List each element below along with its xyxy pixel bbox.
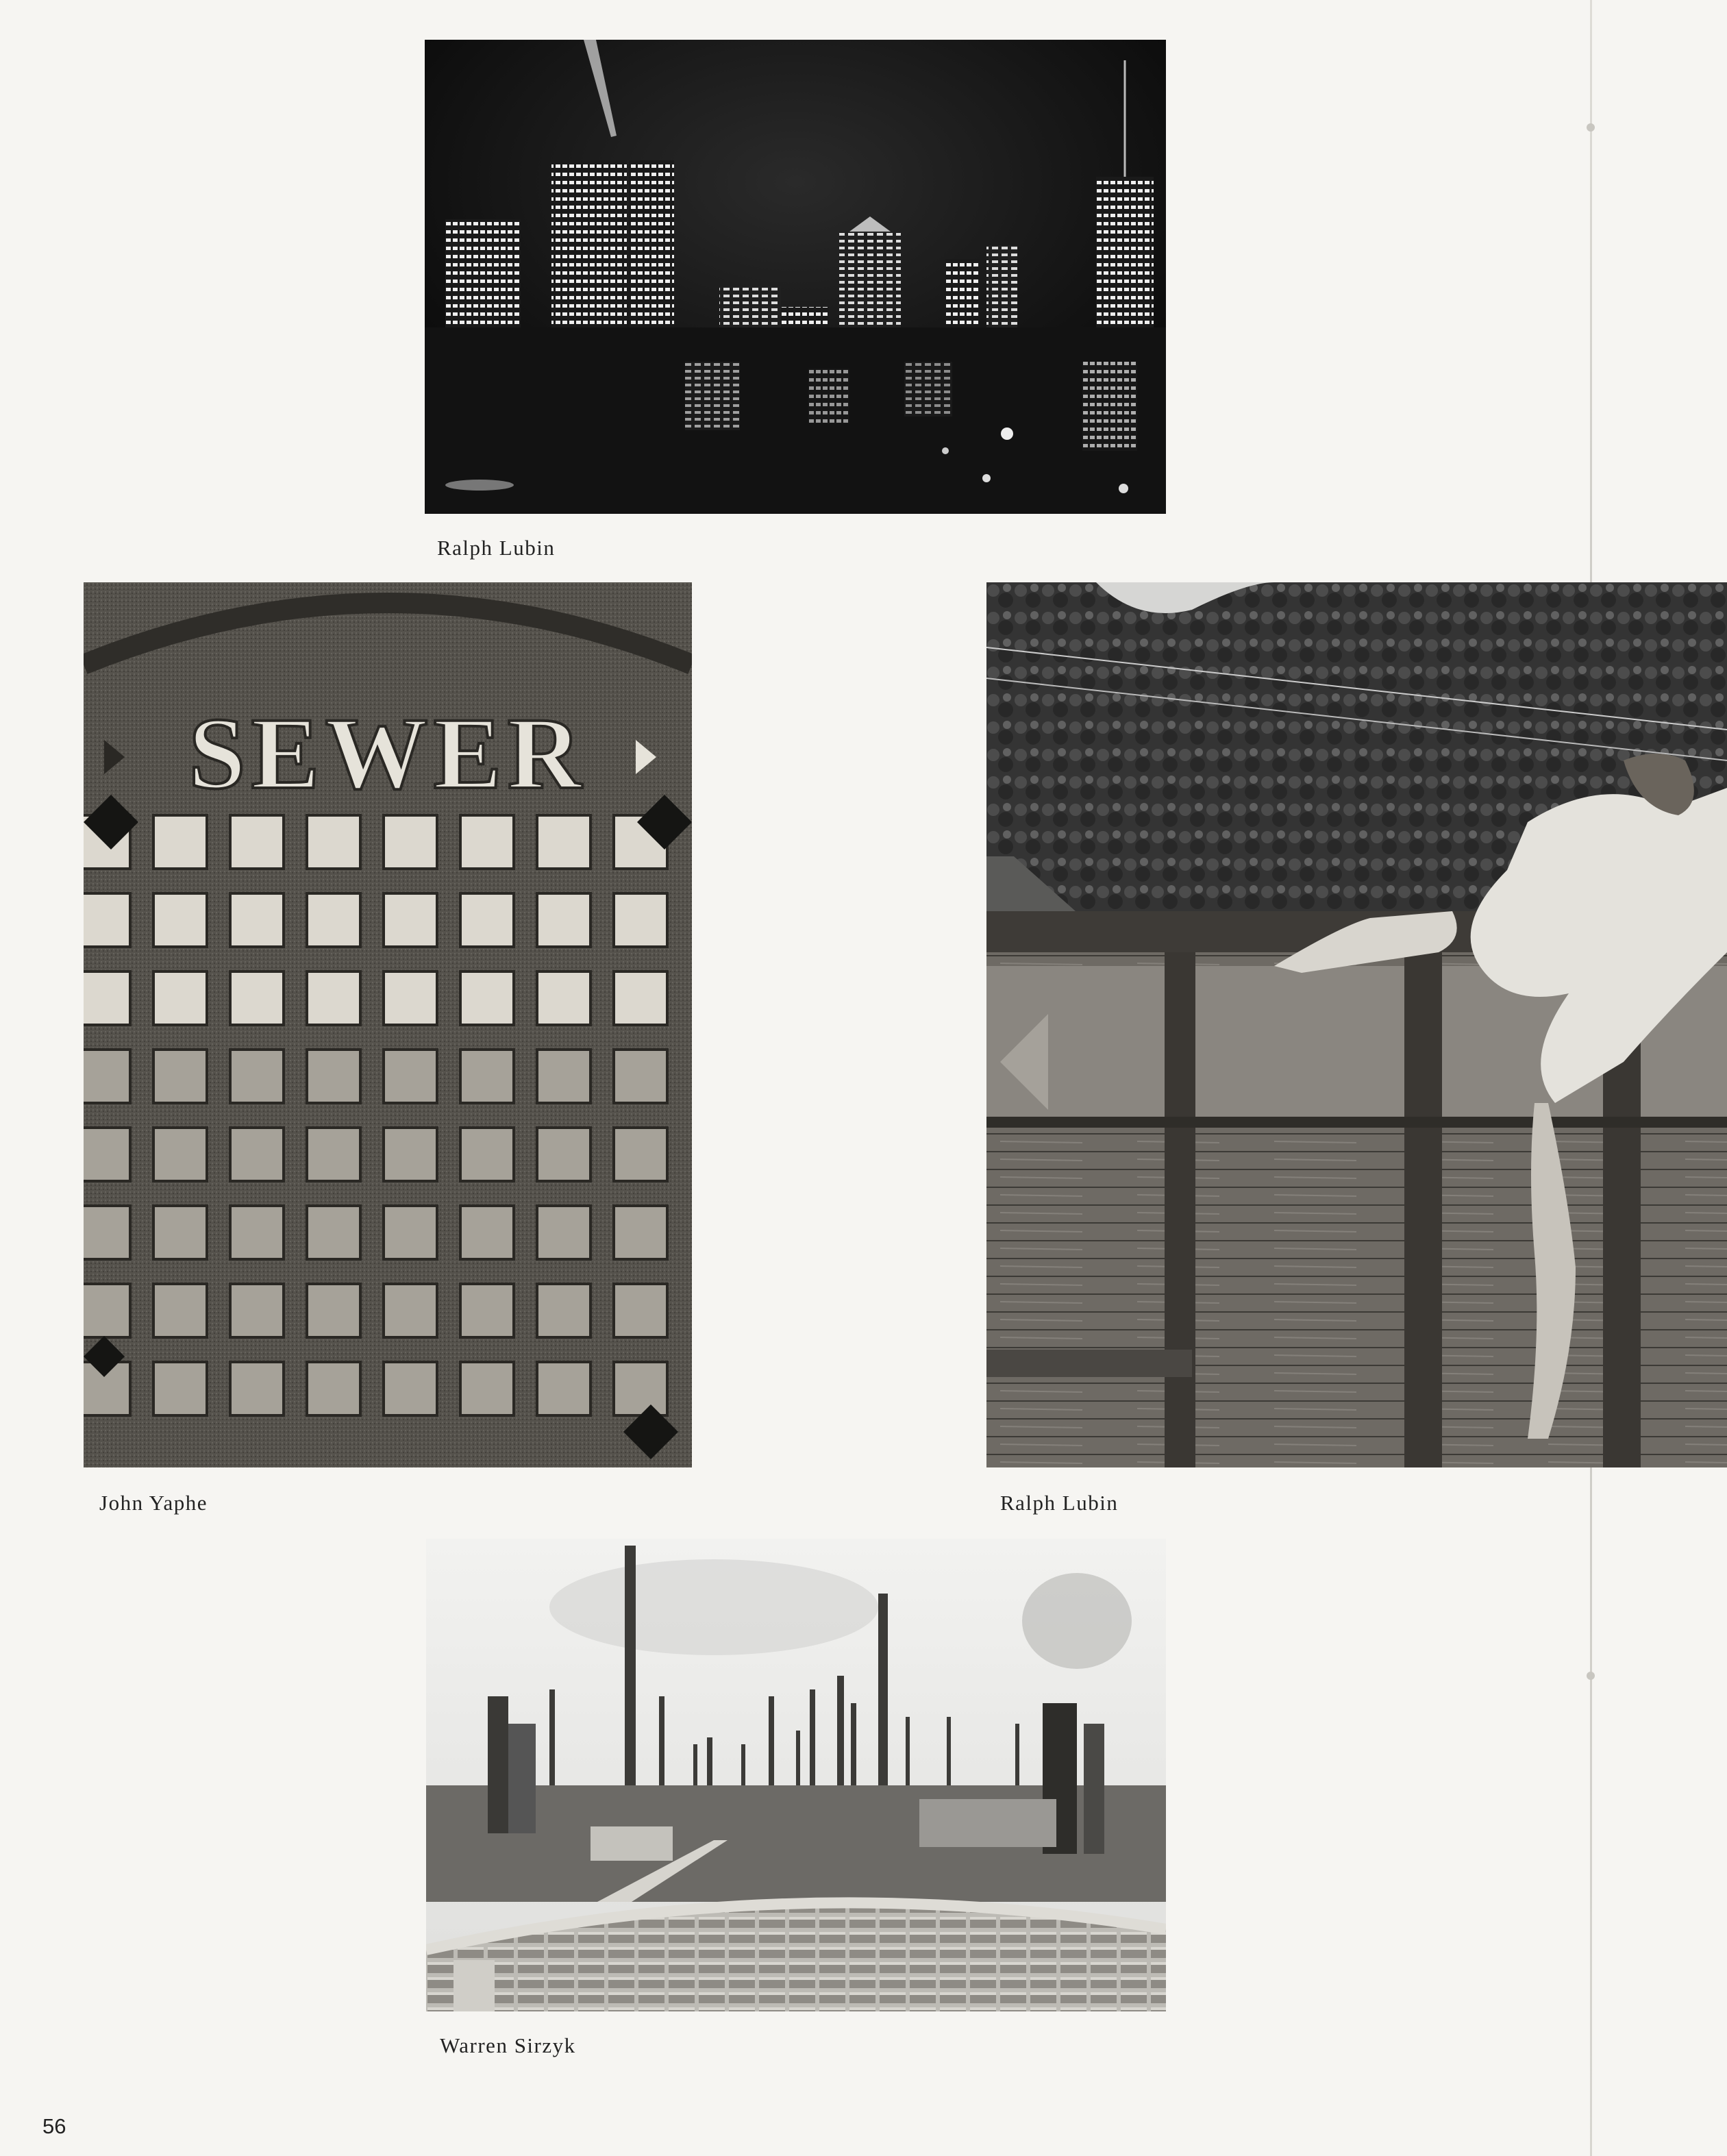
caption-refinery: Warren Sirzyk bbox=[440, 2033, 576, 2057]
photo-sewer-manhole bbox=[84, 582, 692, 1467]
photo-fence-climber bbox=[986, 582, 1727, 1467]
caption-night-skyline: Ralph Lubin bbox=[437, 536, 556, 560]
binding-dot bbox=[1587, 123, 1595, 132]
caption-sewer-manhole: John Yaphe bbox=[99, 1491, 208, 1515]
caption-fence-climber: Ralph Lubin bbox=[1000, 1491, 1119, 1515]
binding-dot bbox=[1587, 1672, 1595, 1680]
page-number: 56 bbox=[42, 2114, 66, 2138]
photo-night-skyline bbox=[425, 40, 1166, 514]
sewer-cover-text: SEWER bbox=[188, 697, 587, 810]
photo-refinery bbox=[426, 1539, 1166, 2011]
